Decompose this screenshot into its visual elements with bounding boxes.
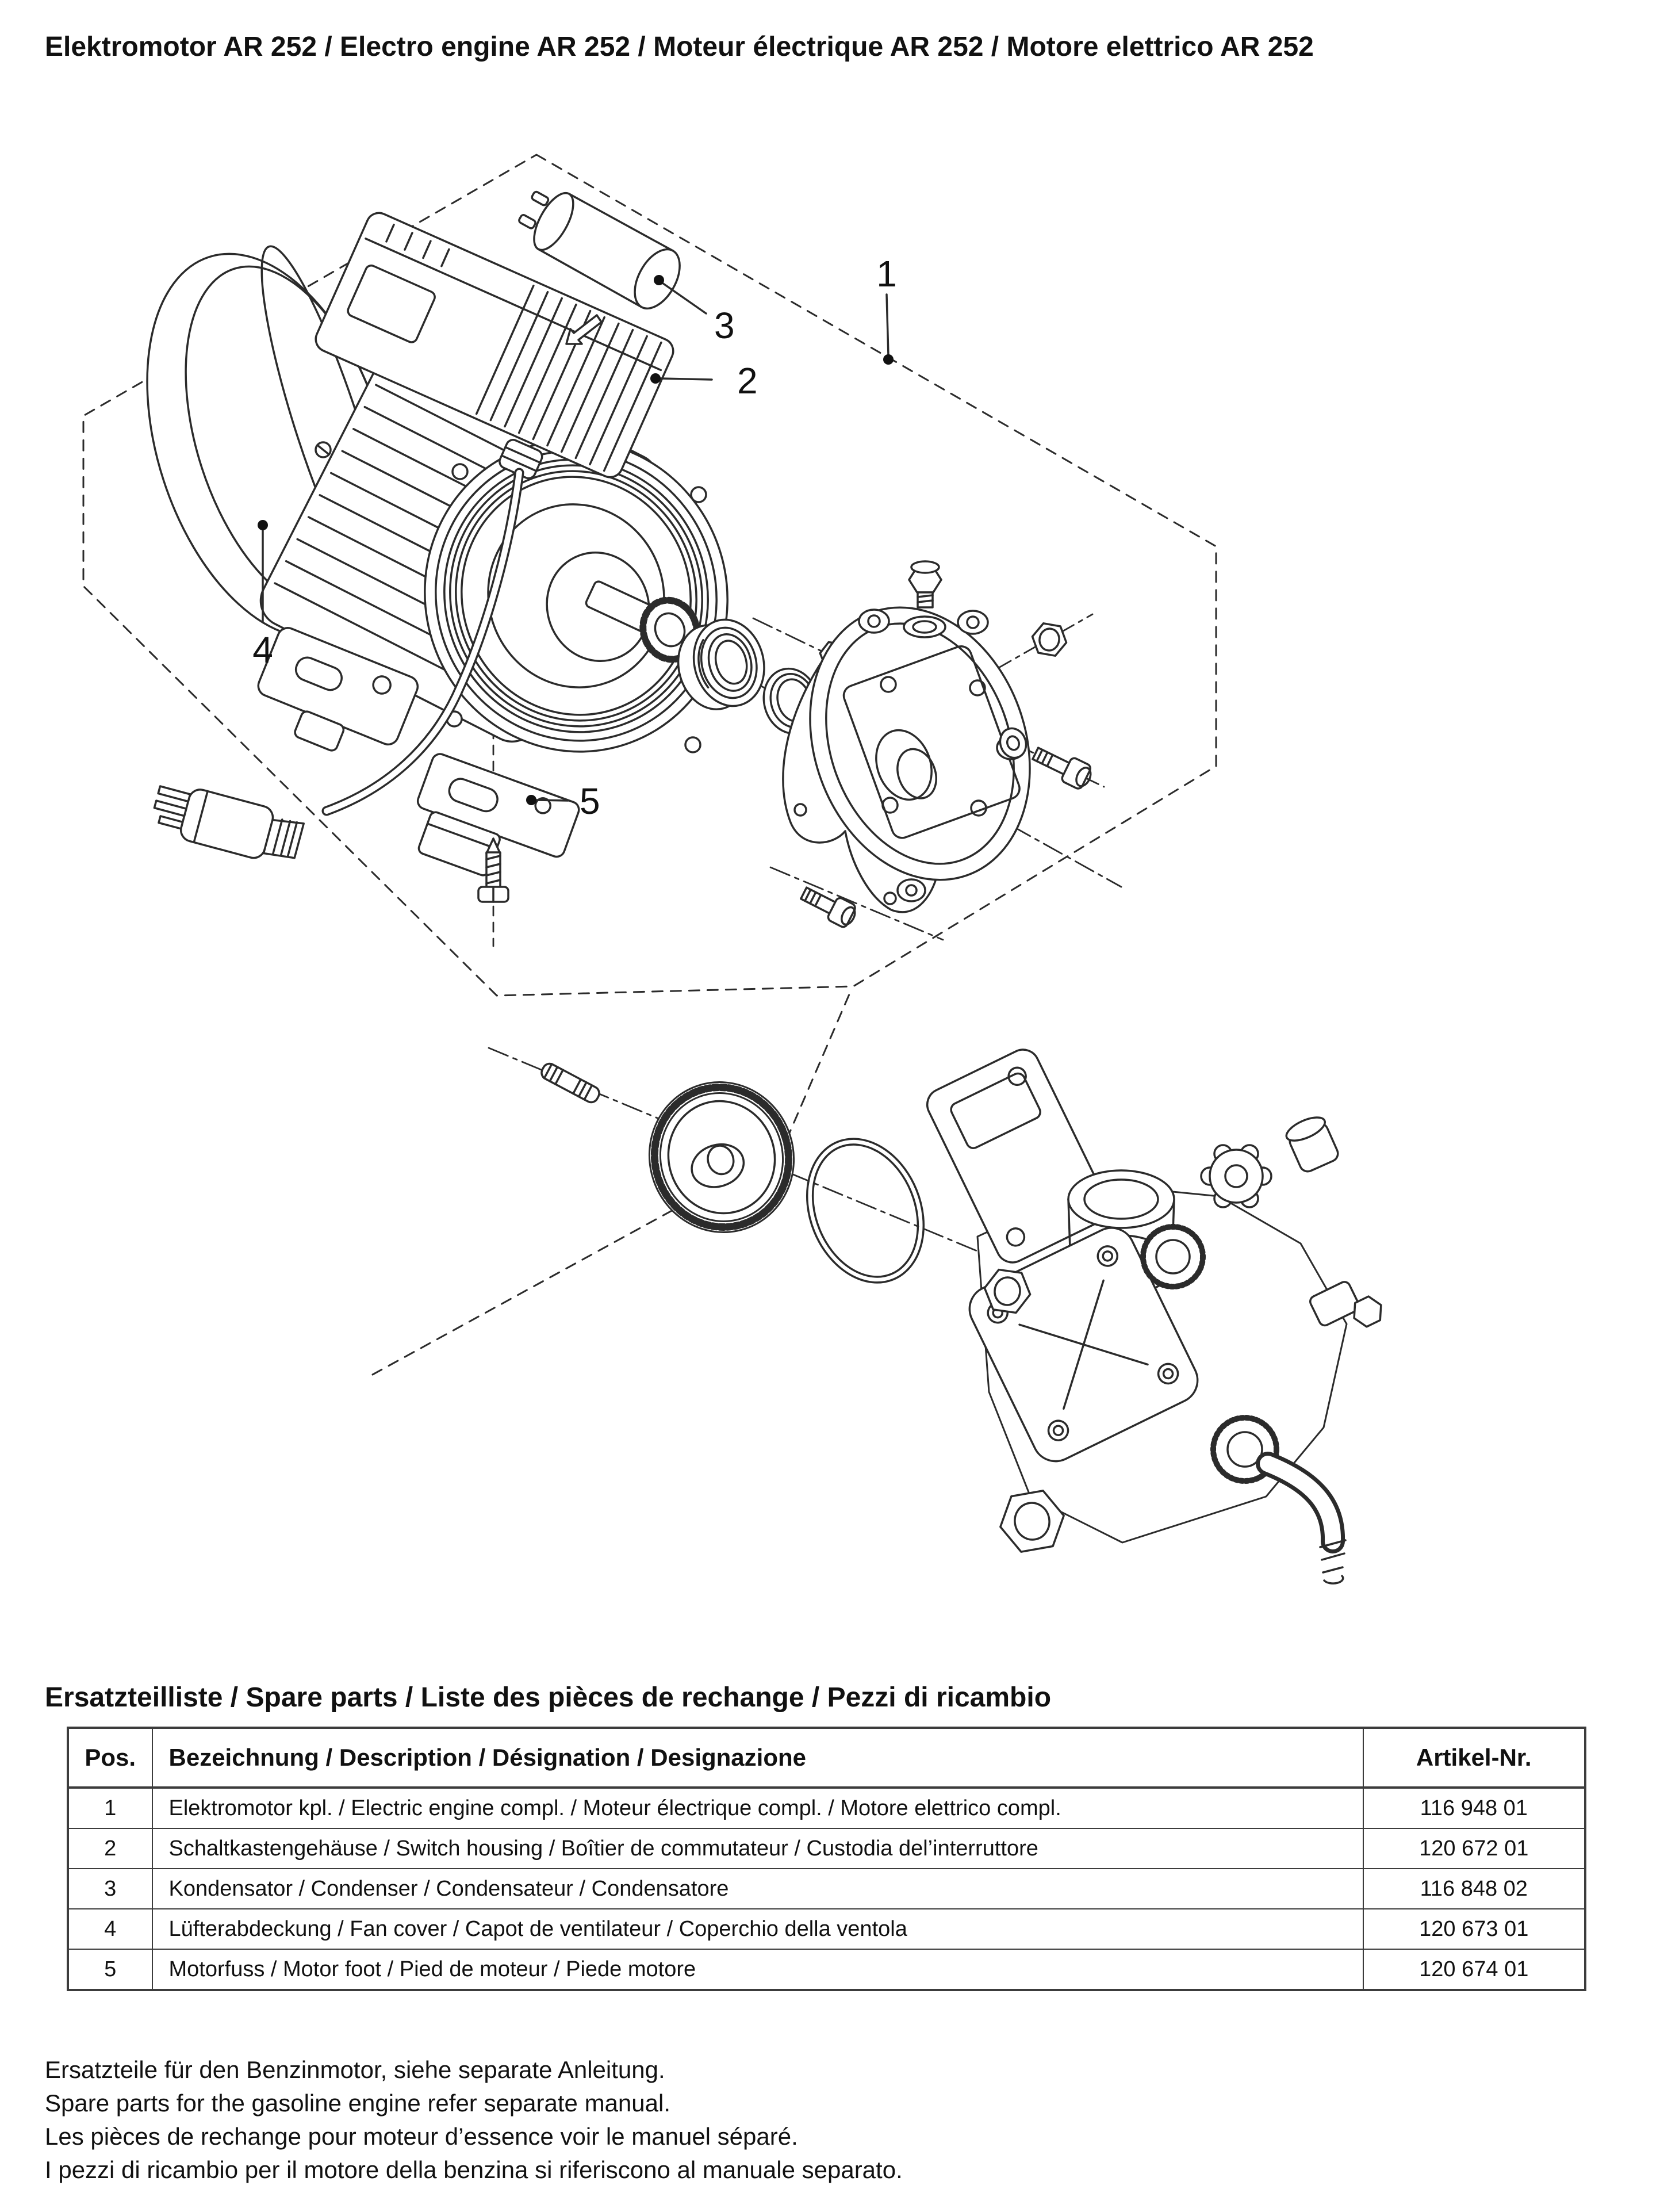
stud-bolt: [539, 1061, 602, 1104]
part-description: Elektromotor kpl. / Electric engine compl. / Moteur électrique compl. / Motore elettrico compl.: [152, 1788, 1363, 1828]
footnote-en: Spare parts for the gasoline engine refer separate manual.: [45, 2089, 671, 2117]
callout-2: 2: [737, 360, 758, 401]
part-pos: 4: [68, 1909, 152, 1949]
footnotes: [45, 2053, 903, 2187]
header-article: Artikel-Nr.: [1363, 1728, 1585, 1788]
page-title: Elektromotor AR 252 / Electro engine AR 252 / Moteur électrique AR 252 / Motore elettrico AR 252: [45, 32, 1314, 63]
part-description: Motorfuss / Motor foot / Pied de moteur / Piede motore: [152, 1949, 1363, 1990]
callout-3: 3: [714, 305, 735, 346]
footnote-it: I pezzi di ricambio per il motore della benzina si riferiscono al manuale separato.: [45, 2156, 903, 2183]
footnote-fr: Les pièces de rechange pour moteur d’essence voir le manuel séparé.: [45, 2123, 798, 2150]
table-row: [68, 1909, 1585, 1949]
callout-4: 4: [252, 629, 273, 671]
callout-5: 5: [580, 780, 600, 822]
part-description: Kondensator / Condenser / Condensateur / Condensatore: [152, 1869, 1363, 1909]
table-header-row: [68, 1728, 1585, 1788]
spare-parts-table: [67, 1727, 1586, 1991]
pump-small-valve: [1283, 1113, 1341, 1174]
socket-bolt-lower: [798, 882, 859, 929]
spare-parts-heading: Ersatzteilliste / Spare parts / Liste des pièces de rechange / Pezzi di ricambio: [45, 1682, 1052, 1713]
footnote-de: Ersatzteile für den Benzinmotor, siehe separate Anleitung.: [45, 2056, 665, 2083]
part-pos: 2: [68, 1828, 152, 1869]
table-row: [68, 1788, 1585, 1828]
header-pos: Pos.: [68, 1728, 152, 1788]
table-row: [68, 1869, 1585, 1909]
part-description: Schaltkastengehäuse / Switch housing / Boîtier de commutateur / Custodia del’interruttore: [152, 1828, 1363, 1869]
power-plug: [148, 779, 305, 868]
part-pos: 5: [68, 1949, 152, 1990]
pump-assembly: [922, 1044, 1387, 1583]
part-pos: 1: [68, 1788, 152, 1828]
part-article: 120 674 01: [1363, 1949, 1585, 1990]
table-row: [68, 1828, 1585, 1869]
pump-knurled-cap: [1143, 1227, 1203, 1287]
side-hex-plug: [1030, 622, 1069, 657]
part-description: Lüfterabdeckung / Fan cover / Capot de ventilateur / Coperchio della ventola: [152, 1909, 1363, 1949]
socket-bolt-upper: [1030, 741, 1095, 791]
part-pos: 3: [68, 1869, 152, 1909]
callout-leader-1: [883, 294, 894, 365]
vent-plug: [909, 561, 941, 607]
header-description: Bezeichnung / Description / Désignation / Designazione: [152, 1728, 1363, 1788]
table-row: [68, 1949, 1585, 1990]
part-article: 120 672 01: [1363, 1828, 1585, 1869]
part-article: 120 673 01: [1363, 1909, 1585, 1949]
part-article: 116 848 02: [1363, 1869, 1585, 1909]
drive-gear: [630, 1063, 814, 1251]
part-article: 116 948 01: [1363, 1788, 1585, 1828]
o-ring: [787, 1121, 945, 1300]
callout-1: 1: [876, 253, 897, 294]
